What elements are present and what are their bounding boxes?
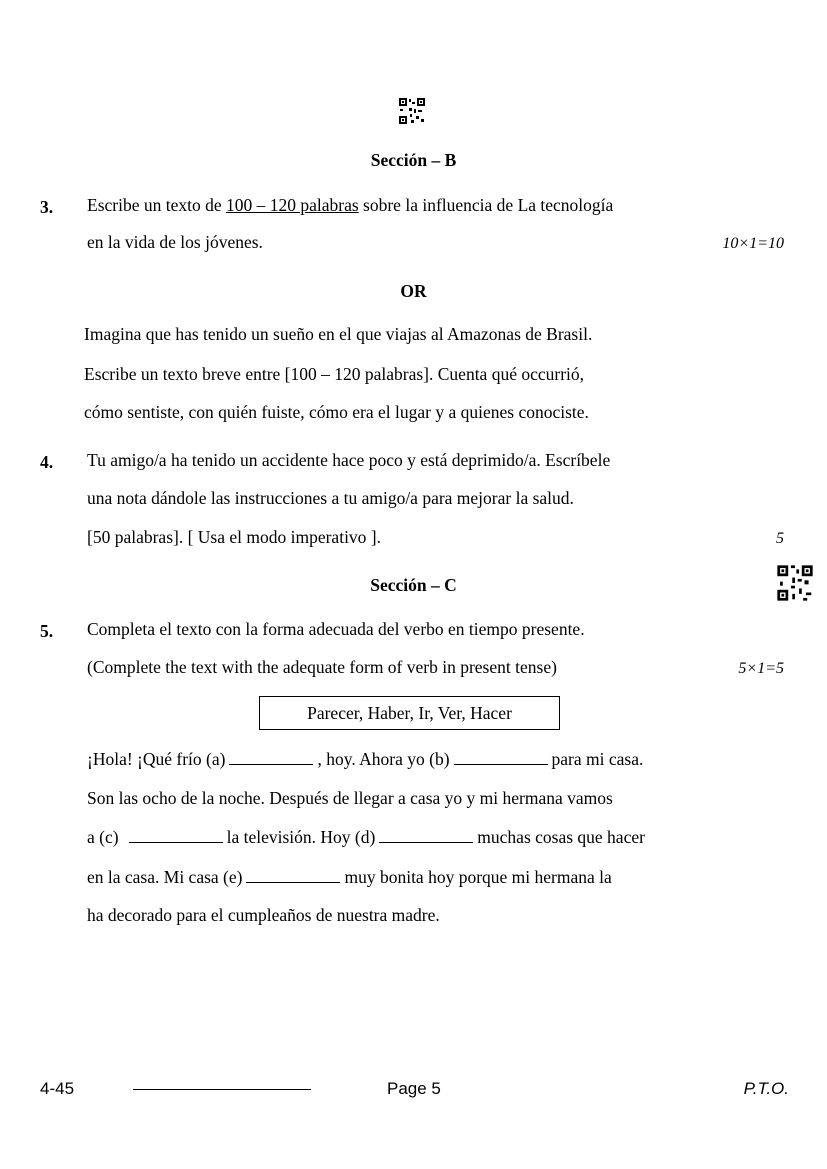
question-3-number: 3. xyxy=(40,197,54,217)
page-number: Page 5 xyxy=(387,1079,441,1098)
alternative-line-1: Imagina que has tenido un sueño en el que viajas al Amazonas de Brasil. xyxy=(84,324,593,344)
question-5-number: 5. xyxy=(40,621,54,641)
passage-line-4: en la casa. Mi casa (e) muy bonita hoy porque mi hermana la xyxy=(87,867,612,887)
question-3-line-2: en la vida de los jóvenes. xyxy=(87,232,263,252)
passage-line-3: a (c) la televisión. Hoy (d) muchas cosas que hacer xyxy=(87,827,645,847)
blank-c[interactable] xyxy=(129,841,223,843)
passage-line-2: Son las ocho de la noche. Después de llegar a casa yo y mi hermana vamos xyxy=(87,788,613,808)
passage-line-5: ha decorado para el cumpleaños de nuestra madre. xyxy=(87,905,440,925)
question-5-line-2: (Complete the text with the adequate form of verb in present tense) xyxy=(87,657,557,677)
blank-d[interactable] xyxy=(379,841,473,843)
question-4-number: 4. xyxy=(40,452,54,472)
paper-code: 4-45 xyxy=(40,1079,75,1098)
question-5-line-1: Completa el texto con la forma adecuada del verbo en tiempo presente. xyxy=(87,619,585,639)
question-3-line-1: Escribe un texto de 100 – 120 palabras sobre la influencia de La tecnología xyxy=(87,195,614,215)
alternative-line-3: cómo sentiste, con quién fuiste, cómo era el lugar y a quienes conociste. xyxy=(84,402,589,422)
verb-word-box: Parecer, Haber, Ir, Ver, Hacer xyxy=(259,696,560,730)
qr-code-icon xyxy=(398,97,426,125)
question-4-line-1: Tu amigo/a ha tenido un accidente hace poco y está deprimido/a. Escríbele xyxy=(87,450,611,470)
or-divider: OR xyxy=(400,281,427,301)
passage-line-1: ¡Hola! ¡Qué frío (a) , hoy. Ahora yo (b) para mi casa. xyxy=(87,749,644,769)
blank-a[interactable] xyxy=(229,763,313,765)
blank-b[interactable] xyxy=(454,763,548,765)
section-c-title: Sección – C xyxy=(370,575,457,595)
section-b-title: Sección – B xyxy=(370,150,457,170)
question-5-marks: 5×1=5 xyxy=(738,660,784,677)
pto-label: P.T.O. xyxy=(743,1079,789,1098)
question-4-marks: 5 xyxy=(776,530,784,547)
footer-rule xyxy=(133,1089,311,1090)
question-4-line-2: una nota dándole las instrucciones a tu amigo/a para mejorar la salud. xyxy=(87,488,574,508)
question-3-marks: 10×1=10 xyxy=(722,235,784,252)
question-4-line-3: [50 palabras]. [ Usa el modo imperativo ]. xyxy=(87,527,382,547)
alternative-line-2: Escribe un texto breve entre [100 – 120 palabras]. Cuenta qué occurrió, xyxy=(84,364,585,384)
blank-e[interactable] xyxy=(246,881,340,883)
